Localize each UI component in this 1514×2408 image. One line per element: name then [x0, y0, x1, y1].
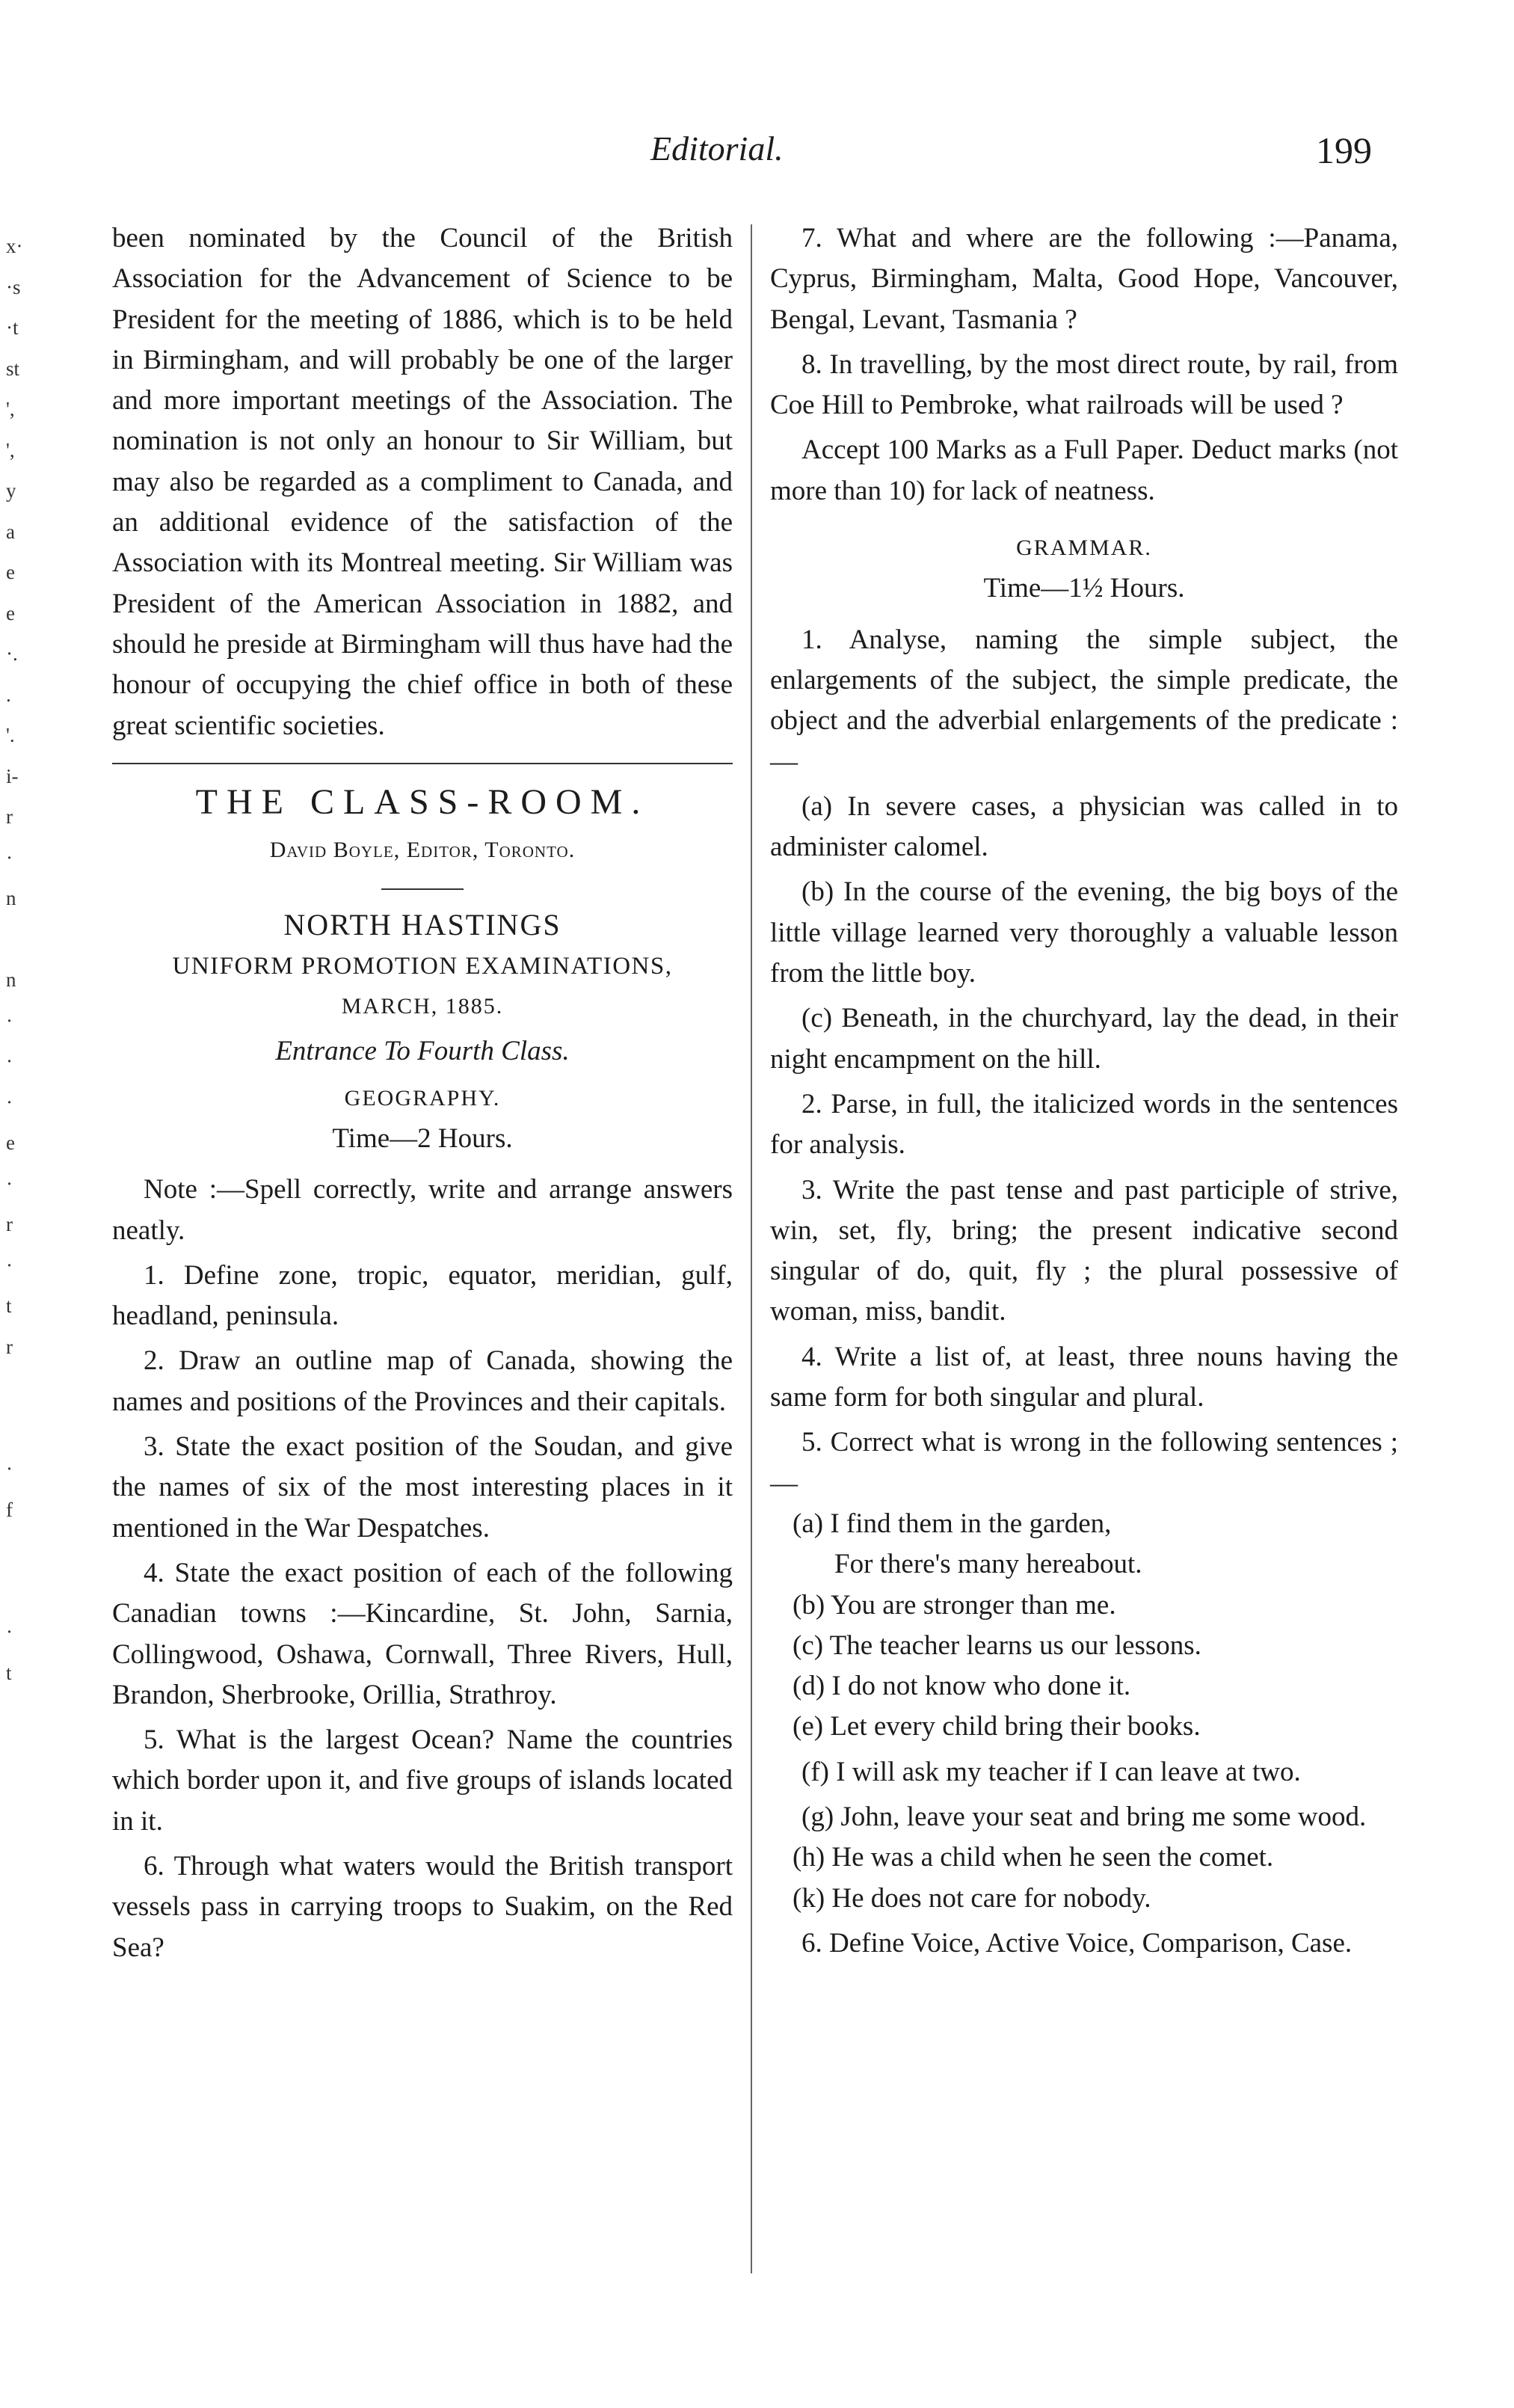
margin-fragment: ·	[6, 1253, 13, 1277]
column-rule	[751, 224, 752, 2273]
editor-line: David Boyle, Editor, Toronto.	[269, 838, 576, 863]
margin-fragment: y	[6, 479, 16, 502]
question-part: (b) You are stronger than me.	[793, 1589, 1116, 1621]
question-part: (e) Let every child bring their books.	[793, 1711, 1201, 1742]
exam-date: MARCH, 1885.	[341, 994, 504, 1019]
question: 6. Through what waters would the British transport vessels pass in carrying troops to Suakim, on the Red Sea?	[112, 1850, 733, 1963]
margin-fragment	[0, 1367, 75, 1408]
running-head-title: Editorial.	[650, 129, 784, 168]
question-part: (a) I find them in the garden,	[793, 1508, 1112, 1539]
right-column	[770, 218, 1398, 1964]
class-line: Entrance To Fourth Class.	[275, 1036, 570, 1067]
question: 5. What is the largest Ocean? Name the countries which border upon it, and five groups of islands located in it.	[112, 1724, 733, 1837]
margin-fragment: i-	[6, 764, 19, 787]
margin-fragment: ·	[6, 1050, 13, 1072]
margin-fragment: ·t	[6, 316, 19, 339]
margin-fragment: e	[6, 601, 15, 624]
subject-heading: GEOGRAPHY.	[344, 1085, 501, 1111]
question-part: (c) The teacher learns us our lessons.	[793, 1630, 1201, 1661]
margin-fragment	[0, 919, 75, 960]
left-column	[112, 218, 733, 1968]
margin-fragments	[0, 226, 75, 1693]
question: 1. Define zone, tropic, equator, meridian, gulf, headland, peninsula.	[112, 1259, 733, 1332]
time-allowed: Time—2 Hours.	[332, 1122, 513, 1154]
page-number: 199	[1316, 129, 1372, 171]
question-part-continuation: For there's many hereabout.	[834, 1549, 1142, 1580]
question-part: (b) In the course of the evening, the big boys of the little village learned very thoroughly a valuable lesson from the little boy.	[770, 876, 1398, 989]
margin-fragment: st	[6, 357, 20, 380]
margin-fragment: .	[6, 683, 11, 706]
margin-fragment: ·.	[6, 642, 18, 665]
margin-fragment: n	[6, 968, 16, 991]
subject-heading: GRAMMAR.	[1016, 535, 1152, 561]
question-part: (f) I will ask my teacher if I can leave at two.	[801, 1756, 1301, 1787]
question-part: (d) I do not know who done it.	[793, 1671, 1131, 1702]
margin-fragment: a	[6, 520, 15, 543]
question: 2. Draw an outline map of Canada, showing the names and positions of the Provinces and their capitals.	[112, 1345, 733, 1417]
question: 3. State the exact position of the Soudan, and give the names of six of the most interesting places in it mentioned in the War Despatches.	[112, 1431, 733, 1544]
question-part: (h) He was a child when he seen the comet.	[793, 1842, 1274, 1873]
exam-note: Note :—Spell correctly, write and arrange answers neatly.	[112, 1174, 733, 1246]
question: 4. Write a list of, at least, three nouns having the same form for both singular and plural.	[770, 1341, 1398, 1413]
margin-fragment: ·	[6, 1090, 13, 1114]
section-title: THE CLASS-ROOM.	[195, 781, 650, 822]
question: 2. Parse, in full, the italicized words in the sentences for analysis.	[770, 1088, 1398, 1161]
margin-fragment: ',	[6, 438, 15, 461]
region-title: NORTH HASTINGS	[283, 908, 561, 942]
margin-fragment: f	[6, 1498, 13, 1521]
margin-fragment: r	[6, 805, 13, 828]
margin-fragment: e	[6, 561, 15, 583]
margin-fragment: t	[6, 1294, 12, 1317]
margin-fragment: x·	[6, 235, 23, 257]
question: 1. Analyse, naming the simple subject, the enlargements of the subject, the simple predicate, the object and the adverbial enlargements of the predicate :—	[770, 624, 1398, 777]
margin-fragment: ·	[6, 1172, 13, 1195]
margin-fragment	[0, 1408, 75, 1449]
question: 6. Define Voice, Active Voice, Comparison, Case.	[801, 1927, 1353, 1959]
margin-fragment: ·	[6, 1621, 13, 1643]
question: 8. In travelling, by the most direct route, by rail, from Coe Hill to Pembroke, what railroads will be used ?	[770, 348, 1398, 421]
question: 7. What and where are the following :—Panama, Cyprus, Birmingham, Malta, Good Hope, Vancouver, Bengal, Levant, Tasmania ?	[770, 223, 1398, 335]
margin-fragment: ·	[6, 846, 13, 869]
running-head	[0, 129, 1514, 181]
margin-fragment: n	[6, 887, 16, 909]
question: 4. State the exact position of each of the following Canadian towns :—Kincardine, St. John, Sarnia, Collingwood, Oshawa, Cornwall, Three Rivers, Hull, Brandon, Sherbrooke, Orillia, Strathroy.	[112, 1557, 733, 1710]
question-part: (a) In severe cases, a physician was called in to administer calomel.	[770, 790, 1398, 863]
editorial-paragraph: been nominated by the Council of the British Association for the Advancement of Science to be President for the meeting of 1886, which is to be held in Birmingham, and will probably be one of the larger and more important meetings of the Association. The nomination is not only an honour to Sir William, but may also be regarded as a compliment to Canada, and an additional evidence of the satisfaction of the Association with its Montreal meeting. Sir William was President of the American Association in 1882, and should he preside at Birmingham will thus have had the honour of occupying the chief office in both of these great scientific societies.	[112, 223, 733, 741]
margin-fragment: e	[6, 1131, 15, 1154]
time-allowed: Time—1½ Hours.	[983, 573, 1185, 604]
margin-fragment: r	[6, 1213, 13, 1235]
margin-fragment	[0, 1571, 75, 1612]
question: 5. Correct what is wrong in the following sentences ;—	[770, 1427, 1398, 1499]
question-part: (k) He does not care for nobody.	[793, 1882, 1151, 1914]
question: 3. Write the past tense and past participle of strive, win, set, fly, bring; the present indicative second singular of do, quit, fly ; the plural possessive of woman, miss, bandit.	[770, 1174, 1398, 1327]
margin-fragment: '.	[6, 724, 15, 746]
margin-fragment: ·	[6, 1458, 13, 1480]
margin-fragment: ·	[6, 1009, 13, 1032]
marks-note: Accept 100 Marks as a Full Paper. Deduct marks (not more than 10) for lack of neatness.	[770, 434, 1398, 506]
margin-fragment: t	[6, 1661, 12, 1684]
section-divider	[112, 763, 733, 764]
margin-fragment: r	[6, 1335, 13, 1358]
margin-fragment	[0, 1530, 75, 1571]
exam-title: UNIFORM PROMOTION EXAMINATIONS,	[172, 952, 673, 980]
margin-fragment: ·s	[6, 275, 21, 298]
margin-fragment: ',	[6, 398, 15, 420]
question-part: (g) John, leave your seat and bring me some wood.	[801, 1801, 1367, 1832]
short-divider	[381, 888, 464, 890]
question-part: (c) Beneath, in the churchyard, lay the dead, in their night encampment on the hill.	[770, 1003, 1398, 1075]
